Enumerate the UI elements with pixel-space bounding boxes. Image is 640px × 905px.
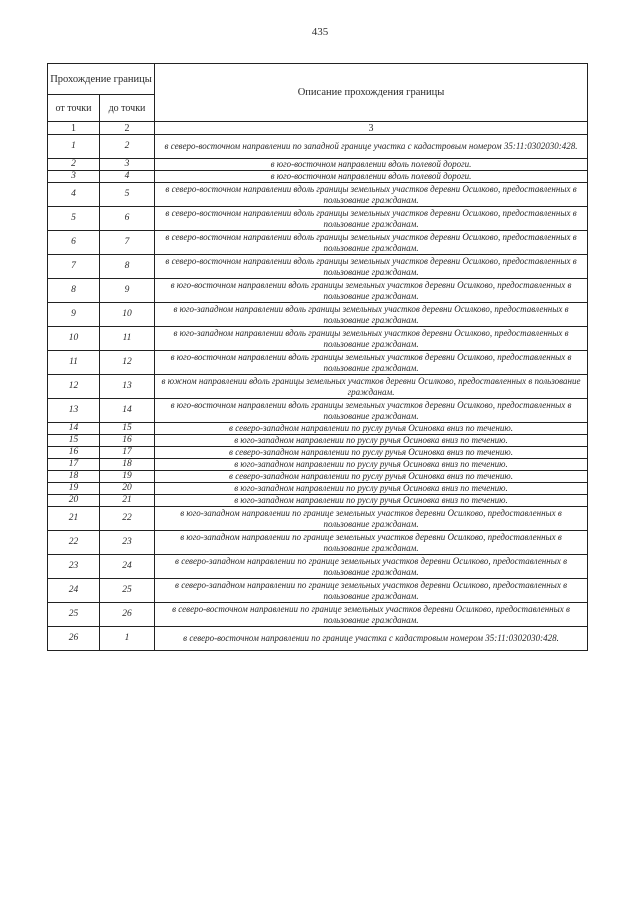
description-cell: в северо-западном направлении по руслу ручья Осиновка вниз по течению.: [155, 423, 588, 435]
table-row: [48, 159, 588, 171]
to-point-cell: 5: [100, 183, 155, 207]
description-cell: в северо-западном направлении по руслу ручья Осиновка вниз по течению.: [155, 447, 588, 459]
table-row: [48, 531, 588, 555]
from-point-cell: 5: [48, 207, 100, 231]
table-row: [48, 423, 588, 435]
table-row: [48, 495, 588, 507]
to-point-cell: 16: [100, 435, 155, 447]
table-row: [48, 435, 588, 447]
description-cell: в юго-западном направлении по руслу ручья Осиновка вниз по течению.: [155, 459, 588, 471]
from-point-cell: 17: [48, 459, 100, 471]
table-row: [48, 135, 588, 159]
to-point-cell: 7: [100, 231, 155, 255]
header-passage: Прохождение границы: [48, 64, 155, 95]
to-point-cell: 15: [100, 423, 155, 435]
table-body: [48, 135, 588, 651]
description-cell: в юго-восточном направлении вдоль полевой дороги.: [155, 171, 588, 183]
table-row: [48, 171, 588, 183]
header-to-point: до точки: [100, 95, 155, 122]
table-row: [48, 471, 588, 483]
from-point-cell: 20: [48, 495, 100, 507]
from-point-cell: 11: [48, 351, 100, 375]
description-cell: в юго-западном направлении по руслу ручья Осиновка вниз по течению.: [155, 435, 588, 447]
from-point-cell: 7: [48, 255, 100, 279]
description-cell: в северо-восточном направлении по границе участка с кадастровым номером 35:11:0302030:428.: [155, 627, 588, 651]
to-point-cell: 11: [100, 327, 155, 351]
from-point-cell: 8: [48, 279, 100, 303]
from-point-cell: 25: [48, 603, 100, 627]
from-point-cell: 24: [48, 579, 100, 603]
table-row: [48, 507, 588, 531]
from-point-cell: 21: [48, 507, 100, 531]
from-point-cell: 16: [48, 447, 100, 459]
table-row: [48, 279, 588, 303]
from-point-cell: 3: [48, 171, 100, 183]
to-point-cell: 2: [100, 135, 155, 159]
to-point-cell: 24: [100, 555, 155, 579]
from-point-cell: 19: [48, 483, 100, 495]
description-cell: в северо-восточном направлении по границе земельных участков деревни Осилково, предоставленных в пользование гражданам.: [155, 603, 588, 627]
from-point-cell: 2: [48, 159, 100, 171]
from-point-cell: 23: [48, 555, 100, 579]
from-point-cell: 13: [48, 399, 100, 423]
table-row: [48, 627, 588, 651]
description-cell: в юго-восточном направлении вдоль полевой дороги.: [155, 159, 588, 171]
to-point-cell: 8: [100, 255, 155, 279]
table-row: [48, 459, 588, 471]
to-point-cell: 20: [100, 483, 155, 495]
table-row: [48, 399, 588, 423]
table-row: [48, 447, 588, 459]
table-row: [48, 375, 588, 399]
from-point-cell: 10: [48, 327, 100, 351]
description-cell: в юго-западном направлении по руслу ручья Осиновка вниз по течению.: [155, 483, 588, 495]
to-point-cell: 13: [100, 375, 155, 399]
column-number: 3: [155, 122, 588, 135]
to-point-cell: 17: [100, 447, 155, 459]
to-point-cell: 18: [100, 459, 155, 471]
description-cell: в юго-западном направлении по руслу ручья Осиновка вниз по течению.: [155, 495, 588, 507]
table-row: [48, 327, 588, 351]
description-cell: в северо-западном направлении по границе земельных участков деревни Осилково, предоставленных в пользование гражданам.: [155, 555, 588, 579]
to-point-cell: 1: [100, 627, 155, 651]
from-point-cell: 15: [48, 435, 100, 447]
table-row: [48, 183, 588, 207]
table-row: [48, 351, 588, 375]
to-point-cell: 25: [100, 579, 155, 603]
page-number: 435: [311, 26, 329, 38]
description-cell: в северо-восточном направлении вдоль границы земельных участков деревни Осилково, предоставленных в пользование гражданам.: [155, 255, 588, 279]
description-cell: в северо-восточном направлении вдоль границы земельных участков деревни Осилково, предоставленных в пользование гражданам.: [155, 207, 588, 231]
to-point-cell: 6: [100, 207, 155, 231]
description-cell: в юго-западном направлении по границе земельных участков деревни Осилково, предоставленных в пользование гражданам.: [155, 507, 588, 531]
table-row: [48, 483, 588, 495]
from-point-cell: 14: [48, 423, 100, 435]
to-point-cell: 23: [100, 531, 155, 555]
table-row: [48, 555, 588, 579]
from-point-cell: 6: [48, 231, 100, 255]
from-point-cell: 18: [48, 471, 100, 483]
description-cell: в юго-западном направлении по границе земельных участков деревни Осилково, предоставленных в пользование гражданам.: [155, 531, 588, 555]
table-row: [48, 603, 588, 627]
description-cell: в юго-западном направлении вдоль границы земельных участков деревни Осилково, предоставленных в пользование гражданам.: [155, 327, 588, 351]
from-point-cell: 9: [48, 303, 100, 327]
description-cell: в северо-восточном направлении вдоль границы земельных участков деревни Осилково, предоставленных в пользование гражданам.: [155, 231, 588, 255]
boundary-table: [47, 63, 588, 651]
column-number: 2: [100, 122, 155, 135]
description-cell: в северо-восточном направлении вдоль границы земельных участков деревни Осилково, предоставленных в пользование гражданам.: [155, 183, 588, 207]
column-number: 1: [48, 122, 100, 135]
table-row: [48, 579, 588, 603]
description-cell: в юго-восточном направлении вдоль границы земельных участков деревни Осилково, предоставленных в пользование гражданам.: [155, 399, 588, 423]
table-row: [48, 303, 588, 327]
description-cell: в юго-восточном направлении вдоль границы земельных участков деревни Осилково, предоставленных в пользование гражданам.: [155, 351, 588, 375]
from-point-cell: 4: [48, 183, 100, 207]
description-cell: в юго-западном направлении вдоль границы земельных участков деревни Осилково, предоставленных в пользование гражданам.: [155, 303, 588, 327]
to-point-cell: 4: [100, 171, 155, 183]
to-point-cell: 14: [100, 399, 155, 423]
to-point-cell: 10: [100, 303, 155, 327]
to-point-cell: 19: [100, 471, 155, 483]
description-cell: в северо-западном направлении по руслу ручья Осиновка вниз по течению.: [155, 471, 588, 483]
table-row: [48, 255, 588, 279]
to-point-cell: 21: [100, 495, 155, 507]
to-point-cell: 26: [100, 603, 155, 627]
to-point-cell: 22: [100, 507, 155, 531]
from-point-cell: 22: [48, 531, 100, 555]
from-point-cell: 12: [48, 375, 100, 399]
to-point-cell: 3: [100, 159, 155, 171]
from-point-cell: 1: [48, 135, 100, 159]
to-point-cell: 12: [100, 351, 155, 375]
description-cell: в северо-западном направлении по границе земельных участков деревни Осилково, предоставленных в пользование гражданам.: [155, 579, 588, 603]
description-cell: в северо-восточном направлении по западной границе участка с кадастровым номером 35:11:0302030:428.: [155, 135, 588, 159]
header-from-point: от точки: [48, 95, 100, 122]
table-row: [48, 207, 588, 231]
to-point-cell: 9: [100, 279, 155, 303]
table-row: [48, 231, 588, 255]
from-point-cell: 26: [48, 627, 100, 651]
description-cell: в юго-восточном направлении вдоль границы земельных участков деревни Осилково, предоставленных в пользование гражданам.: [155, 279, 588, 303]
description-cell: в южном направлении вдоль границы земельных участков деревни Осилково, предоставленных в пользование гражданам.: [155, 375, 588, 399]
header-description: Описание прохождения границы: [155, 64, 588, 122]
